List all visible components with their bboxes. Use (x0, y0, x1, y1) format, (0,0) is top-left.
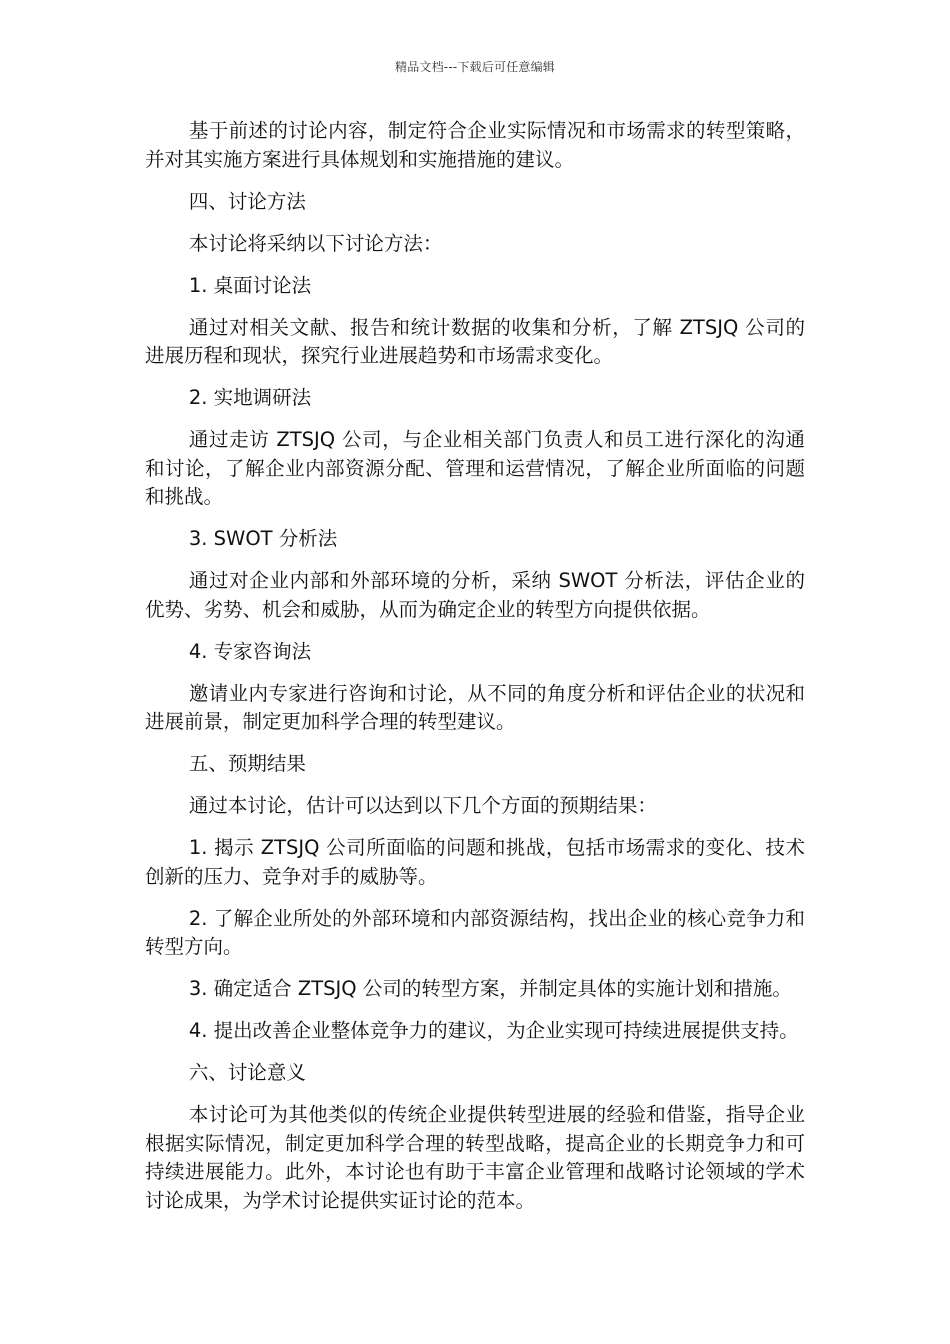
document-body (145, 117, 805, 1229)
paragraph-desk-research: 通过对相关文献、报告和统计数据的收集和分析，了解 ZTSJQ 公司的进展历程和现状，探究行业进展趋势和市场需求变化。 (145, 315, 805, 367)
method-heading-desk-research: 1. 桌面讨论法 (188, 273, 312, 297)
paragraph-methods-intro: 本讨论将采纳以下讨论方法： (188, 231, 443, 255)
expected-result-item-4: 4. 提出改善企业整体竞争力的建议，为企业实现可持续进展提供支持。 (188, 1019, 799, 1042)
method-heading-field-research: 2. 实地调研法 (188, 386, 312, 409)
page-header: 精品文档---下载后可任意编辑 (395, 60, 555, 74)
section-heading-significance: 六、讨论意义 (188, 1061, 306, 1084)
paragraph-field-research: 通过走访 ZTSJQ 公司，与企业相关部门负责人和员工进行深化的沟通和讨论，了解企业内部资源分配、管理和运营情况，了解企业所面临的问题和挑战。 (145, 428, 805, 508)
expected-result-item-2: 2. 了解企业所处的外部环境和内部资源结构，找出企业的核心竞争力和转型方向。 (145, 906, 805, 958)
section-heading-expected-results: 五、预期结果 (188, 752, 306, 775)
expected-result-item-1: 1. 揭示 ZTSJQ 公司所面临的问题和挑战，包括市场需求的变化、技术创新的压力、竞争对手的威胁等。 (145, 836, 805, 888)
paragraph-significance: 本讨论可为其他类似的传统企业提供转型进展的经验和借鉴，指导企业根据实际情况，制定更加科学合理的转型战略，提高企业的长期竞争力和可持续进展能力。此外，本讨论也有助于丰富企业管理和战略讨论领域的学术讨论成果，为学术讨论提供实证讨论的范本。 (145, 1103, 805, 1212)
section-heading-methods: 四、讨论方法 (188, 189, 306, 213)
paragraph-expert-consultation: 邀请业内专家进行咨询和讨论，从不同的角度分析和评估企业的状况和进展前景，制定更加科学合理的转型建议。 (145, 681, 805, 733)
paragraph-expected-results-intro: 通过本讨论，估计可以达到以下几个方面的预期结果： (188, 794, 657, 817)
method-heading-expert-consultation: 4. 专家咨询法 (188, 639, 312, 663)
expected-result-item-3: 3. 确定适合 ZTSJQ 公司的转型方案，并制定具体的实施计划和措施。 (188, 977, 792, 1000)
method-heading-swot: 3. SWOT 分析法 (188, 527, 338, 550)
paragraph-swot: 通过对企业内部和外部环境的分析，采纳 SWOT 分析法，评估企业的优势、劣势、机会和威胁，从而为确定企业的转型方向提供依据。 (145, 569, 805, 621)
paragraph-strategy-formulation: 基于前述的讨论内容，制定符合企业实际情况和市场需求的转型策略，并对其实施方案进行具体规划和实施措施的建议。 (145, 119, 805, 171)
